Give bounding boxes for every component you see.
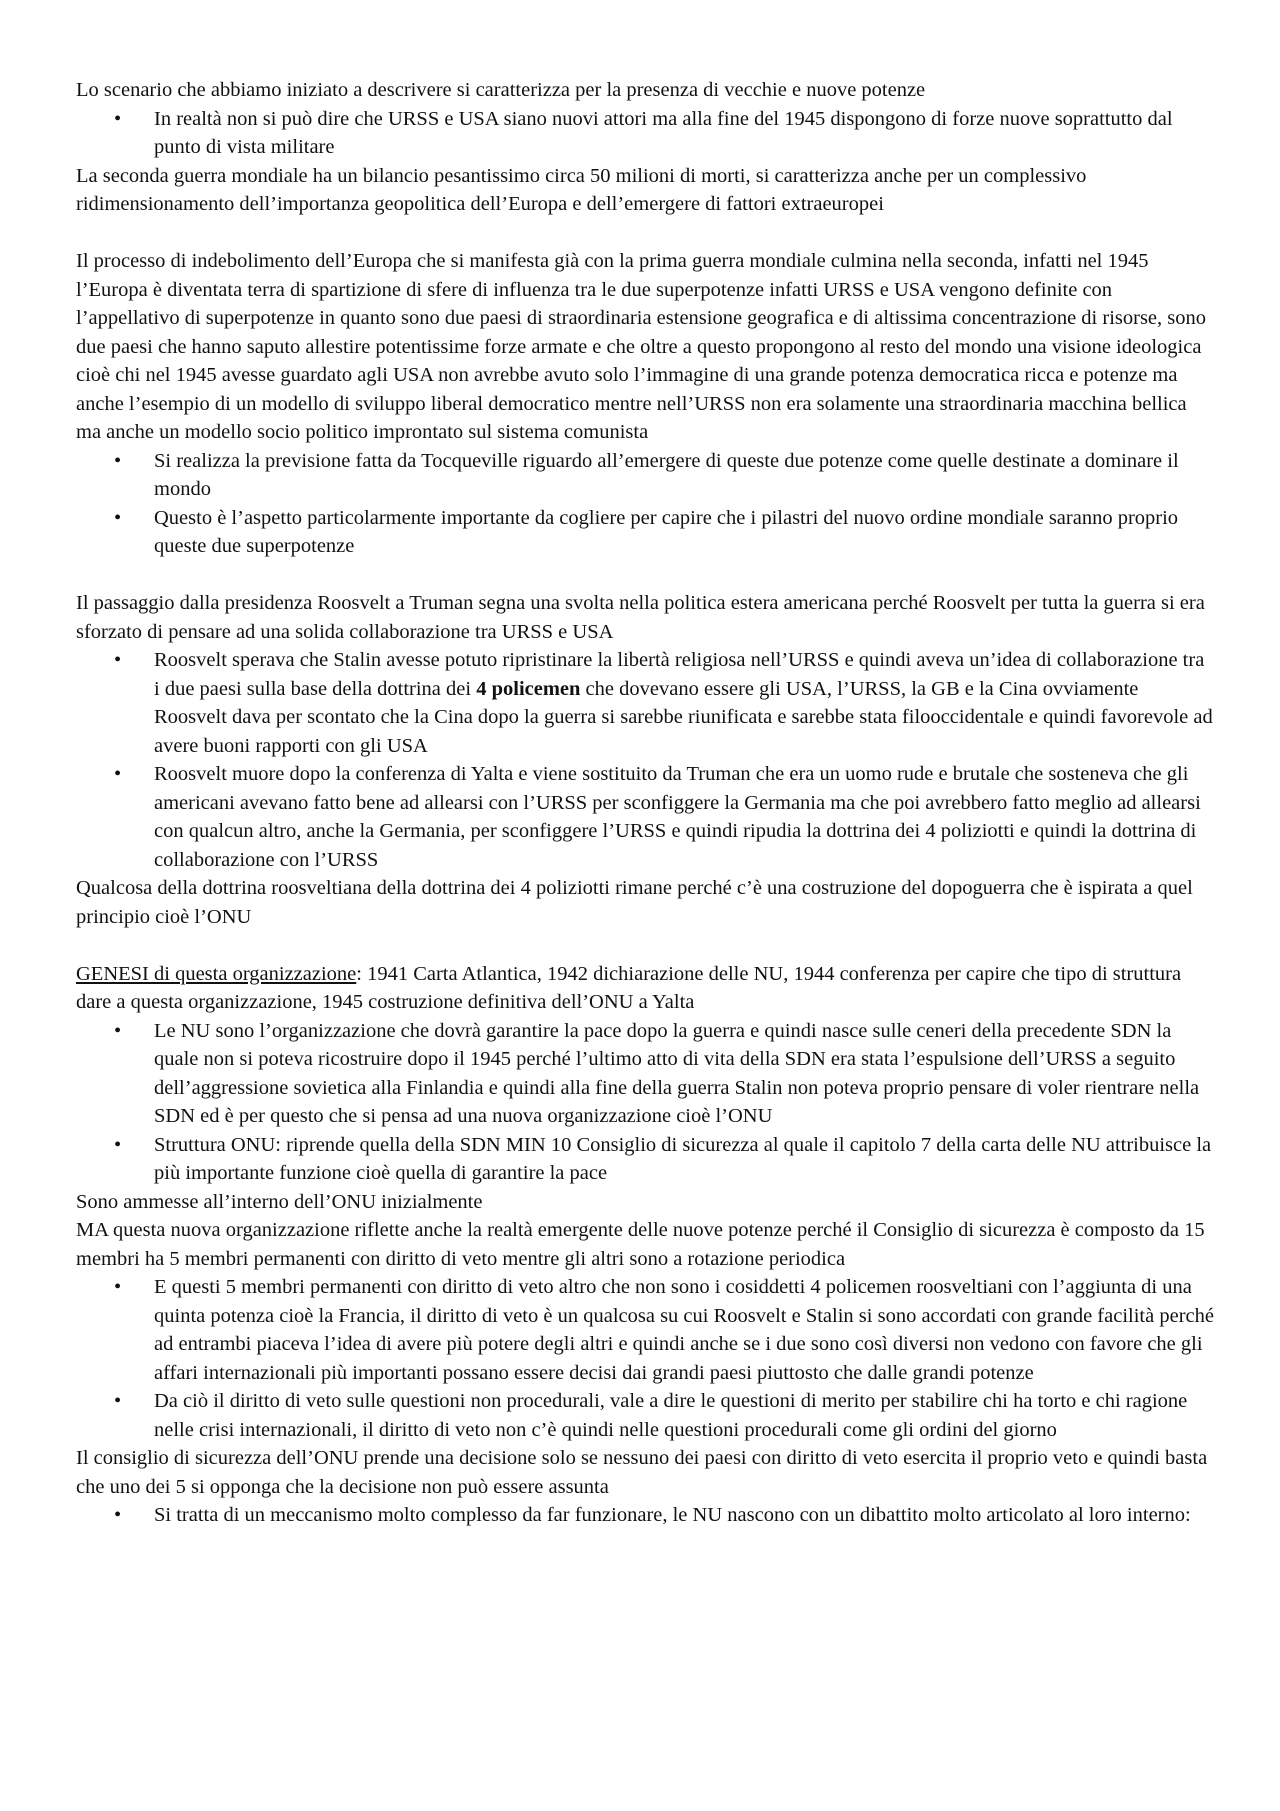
bullet-icon: •	[114, 1019, 122, 1042]
bullet-icon: •	[114, 1276, 122, 1298]
list-item-text: In realtà non si può dire che URSS e USA siano nuovi attori ma alla fine del 1945 dispongono di forze nuove soprattutto dal punto di vista militare	[154, 107, 1173, 158]
list-item-text: Le NU sono l’organizzazione che dovrà garantire la pace dopo la guerra e quindi nasce sulle ceneri della precedente SDN la quale non si poteva ricostruire dopo il 1945 perché l’ultimo atto di vita della SDN era stata l’espulsione dell’URSS a seguito dell’aggressione sovietica alla Finlandia e quindi alla fine della guerra Stalin non poteva proprio pensare di voler rientrare nella SDN ed è per questo che si pensa ad una nuova organizzazione cioè l’ONU	[154, 1019, 1200, 1127]
bullet-list	[76, 1501, 1214, 1530]
bold-term: 4 policemen	[476, 677, 581, 700]
bullet-icon: •	[114, 649, 122, 671]
bullet-icon: •	[114, 1390, 122, 1412]
list-item	[76, 1273, 1214, 1387]
list-item	[76, 646, 1214, 760]
list-item	[76, 1501, 1214, 1530]
bullet-icon: •	[114, 506, 122, 529]
list-item-text: Roosvelt sperava che Stalin avesse potuto ripristinare la libertà religiosa nell’URSS e quindi aveva un’idea di collaborazione tra i due paesi sulla base della dottrina dei	[154, 649, 1205, 700]
list-item-text: che dovevano essere gli USA, l’URSS, la GB e la Cina ovviamente Roosvelt dava per scontato che la Cina dopo la guerra si sarebbe riunificata e sarebbe stata filooccidentale e quindi favorevole ad avere buoni rapporti con gli USA	[154, 677, 1213, 757]
list-item-text: Struttura ONU: riprende quella della SDN MIN 10 Consiglio di sicurezza al quale il capitolo 7 della carta delle NU attribuisce la più importante funzione cioè quella di garantire la pace	[154, 1133, 1212, 1184]
paragraph	[76, 960, 1214, 1017]
bullet-icon: •	[114, 1504, 122, 1526]
list-item	[76, 105, 1214, 162]
bullet-icon: •	[114, 107, 122, 130]
paragraph: MA questa nuova organizzazione riflette anche la realtà emergente delle nuove potenze perché il Consiglio di sicurezza è composto da 15 membri ha 5 membri permanenti con diritto di veto mentre gli altri sono a rotazione periodica	[76, 1219, 1205, 1270]
bullet-list	[76, 646, 1214, 874]
list-item-text: E questi 5 membri permanenti con diritto di veto altro che non sono i cosiddetti 4 policemen roosveltiani con l’aggiunta di una quinta potenza cioè la Francia, il diritto di veto è un qualcosa su cui Roosvelt e Stalin si sono accordati con grande facilità perché ad entrambi piaceva l’idea di avere più potere degli altri e quindi anche se i due sono così diversi non vedono con favore che gli affari internazionali più importanti possano essere decisi dai grandi paesi piuttosto che dalle grandi potenze	[154, 1276, 1214, 1384]
paragraph: Qualcosa della dottrina roosveltiana della dottrina dei 4 poliziotti rimane perché c’è una costruzione del dopoguerra che è ispirata a quel principio cioè l’ONU	[76, 877, 1193, 928]
list-item	[76, 447, 1214, 504]
paragraph: Il passaggio dalla presidenza Roosvelt a Truman segna una svolta nella politica estera americana perché Roosvelt per tutta la guerra si era sforzato di pensare ad una solida collaborazione tra URSS e USA	[76, 592, 1205, 643]
bullet-list	[76, 447, 1214, 561]
list-item-text: Si realizza la previsione fatta da Tocqueville riguardo all’emergere di queste due potenze come quelle destinate a dominare il mondo	[154, 449, 1179, 500]
list-item	[76, 1017, 1214, 1131]
list-item-text: Da ciò il diritto di veto sulle questioni non procedurali, vale a dire le questioni di merito per stabilire chi ha torto e chi ragione nelle crisi internazionali, il diritto di veto non c’è quindi nelle questioni procedurali come gli ordini del giorno	[154, 1390, 1188, 1441]
paragraph: Il consiglio di sicurezza dell’ONU prende una decisione solo se nessuno dei paesi con diritto di veto esercita il proprio veto e quindi basta che uno dei 5 si opponga che la decisione non può essere assunta	[76, 1447, 1208, 1498]
list-item	[76, 760, 1214, 874]
document-page	[76, 76, 1214, 1530]
paragraph: Il processo di indebolimento dell’Europa che si manifesta già con la prima guerra mondiale culmina nella seconda, infatti nel 1945 l’Europa è diventata terra di spartizione di sfere di influenza tra le due superpotenze infatti URSS e USA vengono definite con l’appellativo di superpotenze in quanto sono due paesi di straordinaria estensione geografica e di altissima concentrazione di risorse, sono due paesi che hanno saputo allestire potentissime forze armate e che oltre a questo propongono al resto del mondo una visione ideologica cioè chi nel 1945 avesse guardato agli USA non avrebbe avuto solo l’immagine di una grande potenza democratica ricca e potenze ma anche l’esempio di un modello di sviluppo liberal democratico mentre nell’URSS non era solamente una straordinaria macchina bellica ma anche un modello socio politico improntato sul sistema comunista	[76, 250, 1206, 443]
bullet-list	[76, 1273, 1214, 1444]
list-item-text: Roosvelt muore dopo la conferenza di Yalta e viene sostituito da Truman che era un uomo rude e brutale che sosteneva che gli americani avevano fatto bene ad allearsi con l’URSS per sconfiggere la Germania ma che poi avrebbero fatto meglio ad allearsi con qualcun altro, anche la Germania, per sconfiggere l’URSS e quindi ripudia la dottrina dei 4 poliziotti e quindi la dottrina di collaborazione con l’URSS	[154, 763, 1201, 871]
paragraph: Sono ammesse all’interno dell’ONU inizialmente	[76, 1190, 483, 1213]
list-item-text: Questo è l’aspetto particolarmente importante da cogliere per capire che i pilastri del nuovo ordine mondiale saranno proprio queste due superpotenze	[154, 506, 1179, 557]
bullet-icon: •	[114, 763, 122, 785]
blank-line	[76, 931, 1214, 960]
blank-line	[76, 561, 1214, 590]
bullet-list	[76, 1017, 1214, 1188]
bullet-list	[76, 105, 1214, 162]
paragraph: La seconda guerra mondiale ha un bilancio pesantissimo circa 50 milioni di morti, si caratterizza anche per un complessivo ridimensionamento dell’importanza geopolitica dell’Europa e dell’emergere di fattori extraeuropei	[76, 164, 1087, 215]
paragraph-text: : 1941 Carta Atlantica, 1942 dichiarazione delle NU, 1944 conferenza per capire che tipo di struttura dare a questa organizzazione, 1945 costruzione definitiva dell’ONU a Yalta	[76, 962, 1182, 1013]
list-item	[76, 1131, 1214, 1188]
blank-line	[76, 219, 1214, 248]
paragraph: Lo scenario che abbiamo iniziato a descrivere si caratterizza per la presenza di vecchie e nuove potenze	[76, 79, 926, 101]
bullet-icon: •	[114, 449, 122, 472]
bullet-icon: •	[114, 1133, 122, 1156]
list-item	[76, 1387, 1214, 1444]
list-item	[76, 504, 1214, 561]
section-label: GENESI di questa organizzazione	[76, 962, 357, 985]
list-item-text: Si tratta di un meccanismo molto complesso da far funzionare, le NU nascono con un dibattito molto articolato al loro interno:	[154, 1504, 1191, 1526]
